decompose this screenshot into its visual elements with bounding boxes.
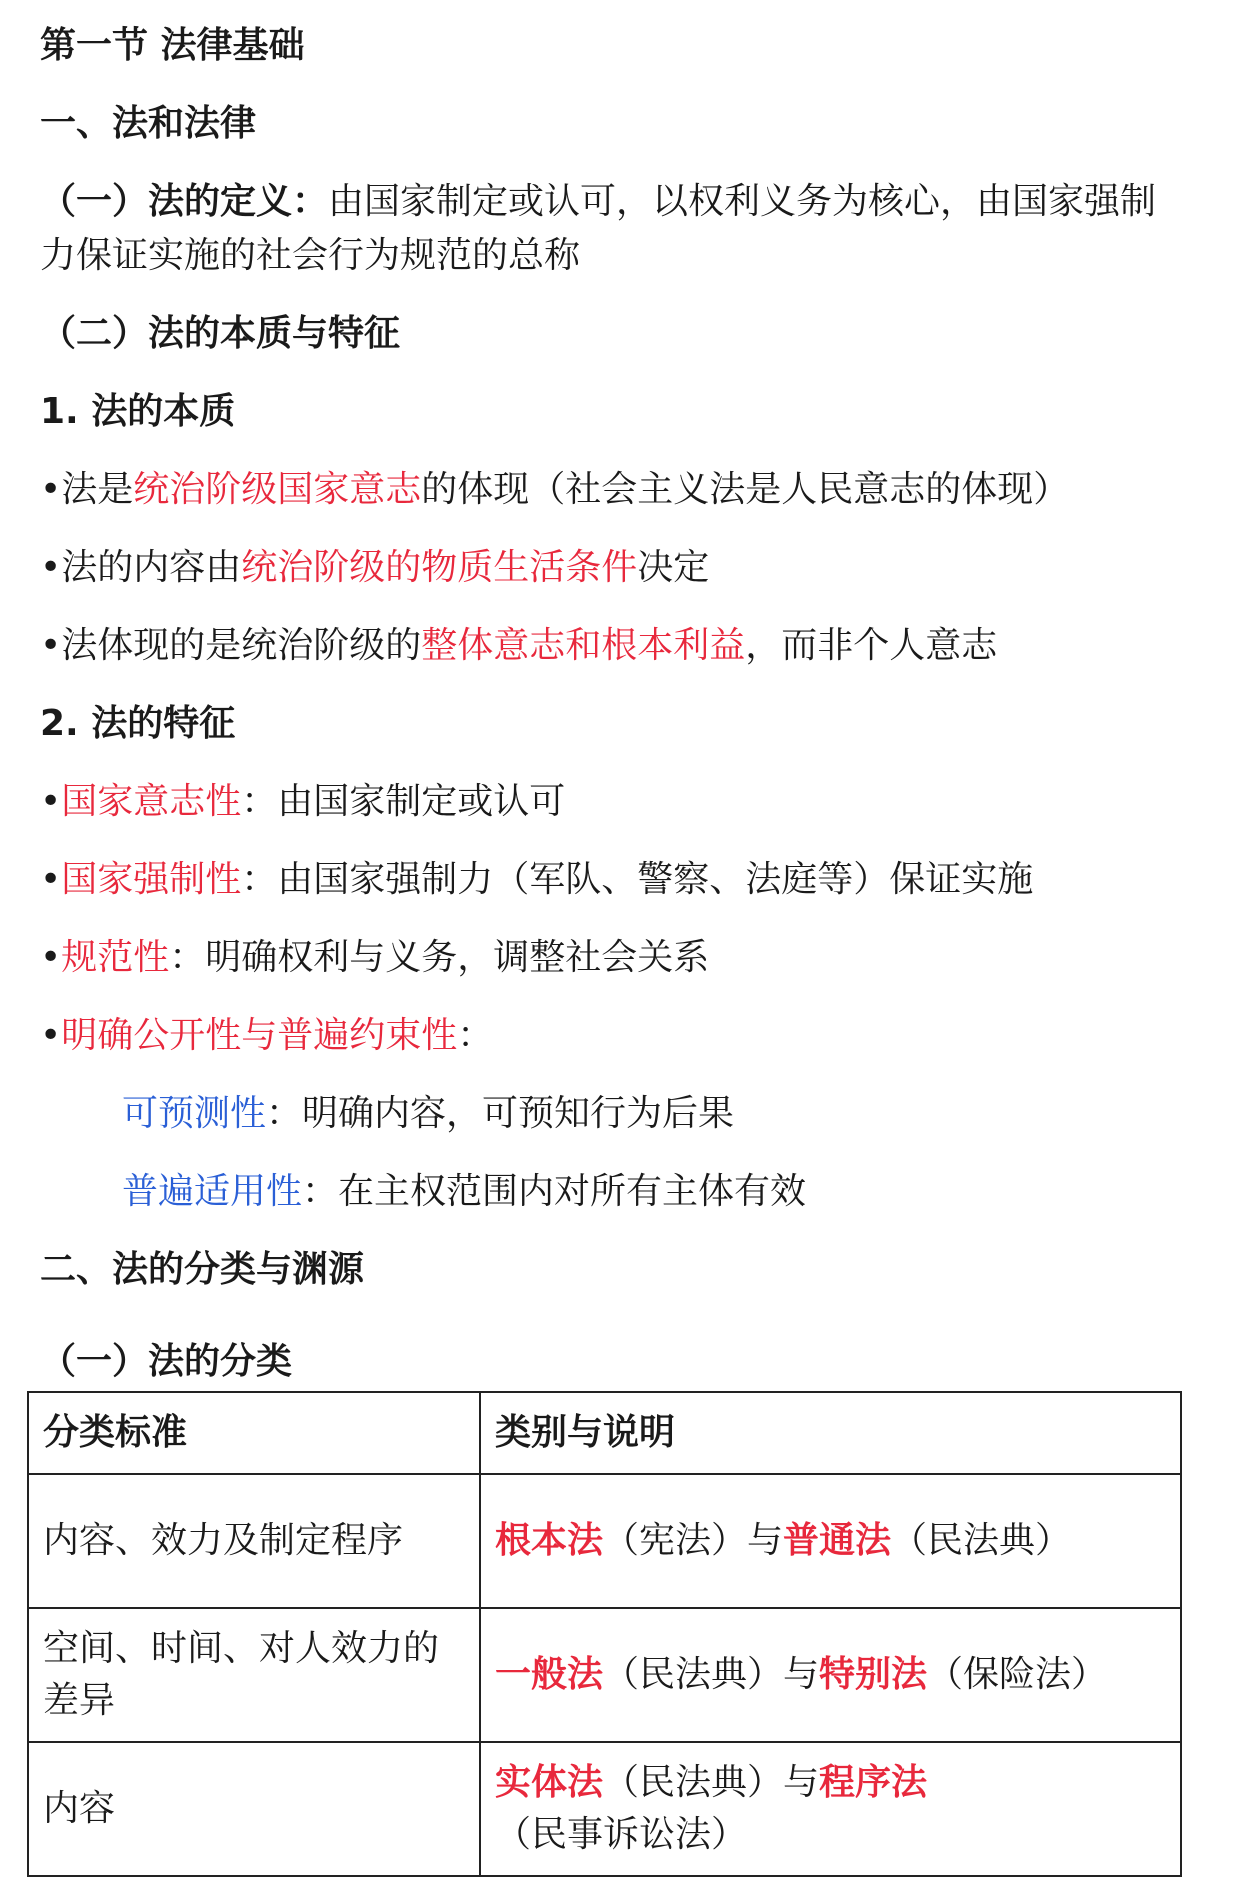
table-header-criterion: 分类标准 — [28, 1392, 480, 1474]
definition-line-1 — [40, 176, 1156, 228]
criterion-line-1: 空间、时间、对人效力的 — [43, 1628, 440, 1669]
nature-item-post: 决定 — [637, 547, 710, 588]
section-title: 第一节 法律基础 — [40, 25, 305, 66]
category-a: 根本法 — [495, 1520, 604, 1561]
feature-bullet: • — [40, 937, 62, 978]
category-b-note: （民法典） — [891, 1520, 1072, 1561]
nature-item-highlight: 统治阶级国家意志 — [133, 469, 422, 510]
nature-heading: 1. 法的本质 — [40, 391, 236, 432]
feature-item — [40, 776, 565, 828]
feature-bullet: • — [40, 1015, 62, 1056]
feature-highlight: 国家强制性 — [61, 859, 242, 900]
sub-item-highlight: 普遍适用性 — [122, 1171, 303, 1212]
category-b: 特别法 — [819, 1654, 928, 1695]
feature-bullet: • — [40, 859, 62, 900]
nature-item — [40, 464, 1069, 516]
classification-heading: （一）法的分类 — [40, 1341, 293, 1382]
classification-table — [27, 1391, 1182, 1877]
nature-item-pre: •法的内容由 — [40, 547, 242, 588]
category-b-note: （保险法） — [927, 1654, 1108, 1695]
nature-item-post: 的体现（社会主义法是人民意志的体现） — [421, 469, 1070, 510]
nature-item-post: ，而非个人意志 — [745, 625, 998, 666]
table-cell-criterion: 内容 — [28, 1742, 480, 1876]
table-cell-category — [480, 1608, 1181, 1742]
table-row — [28, 1474, 1181, 1608]
definition-text: 由国家制定或认可，以权利义务为核心，由国家强制 — [328, 181, 1157, 222]
feature-text: ：由国家制定或认可 — [241, 781, 566, 822]
category-a-note: （民法典）与 — [603, 1762, 820, 1803]
nature-item-pre: •法是 — [40, 469, 134, 510]
category-a: 一般法 — [495, 1654, 604, 1695]
sub-item-highlight: 可预测性 — [122, 1093, 267, 1134]
feature-highlight: 规范性 — [61, 937, 170, 978]
nature-item — [40, 620, 997, 672]
sub-item-text: ：明确内容，可预知行为后果 — [266, 1093, 735, 1134]
definition-line-2: 力保证实施的社会行为规范的总称 — [40, 235, 581, 276]
table-header-row — [28, 1392, 1181, 1474]
feature-item — [40, 932, 709, 984]
category-b: 程序法 — [819, 1762, 928, 1803]
feature-highlight: 国家意志性 — [61, 781, 242, 822]
feature-bullet: • — [40, 781, 62, 822]
sub-item-text: ：在主权范围内对所有主体有效 — [302, 1171, 807, 1212]
features-heading: 2. 法的特征 — [40, 703, 236, 744]
nature-item-highlight: 整体意志和根本利益 — [421, 625, 746, 666]
feature-sub-item — [122, 1166, 806, 1218]
feature-item — [40, 1010, 493, 1062]
feature-text: ： — [457, 1015, 494, 1056]
category-a-note: （宪法）与 — [603, 1520, 784, 1561]
criterion-line-2: 差异 — [43, 1680, 116, 1721]
table-row — [28, 1608, 1181, 1742]
table-cell-criterion — [28, 1608, 480, 1742]
feature-text: ：明确权利与义务，调整社会关系 — [169, 937, 710, 978]
part2-heading: 二、法的分类与渊源 — [40, 1249, 365, 1290]
category-a: 实体法 — [495, 1762, 604, 1803]
table-cell-criterion: 内容、效力及制定程序 — [28, 1474, 480, 1608]
nature-item-pre: •法体现的是统治阶级的 — [40, 625, 422, 666]
table-cell-category — [480, 1742, 1181, 1876]
nature-item-highlight: 统治阶级的物质生活条件 — [241, 547, 638, 588]
table-row — [28, 1742, 1181, 1876]
nature-item — [40, 542, 709, 594]
table-header-category: 类别与说明 — [480, 1392, 1181, 1474]
feature-item — [40, 854, 1033, 906]
category-a-note: （民法典）与 — [603, 1654, 820, 1695]
feature-text: ：由国家强制力（军队、警察、法庭等）保证实施 — [241, 859, 1034, 900]
feature-sub-item — [122, 1088, 734, 1140]
definition-label: （一）法的定义： — [40, 181, 329, 222]
category-b-note: （民事诉讼法） — [495, 1814, 748, 1855]
feature-highlight: 明确公开性与普遍约束性 — [61, 1015, 458, 1056]
nature-features-heading: （二）法的本质与特征 — [40, 313, 401, 354]
part1-heading: 一、法和法律 — [40, 103, 257, 144]
category-b: 普通法 — [783, 1520, 892, 1561]
table-cell-category — [480, 1474, 1181, 1608]
